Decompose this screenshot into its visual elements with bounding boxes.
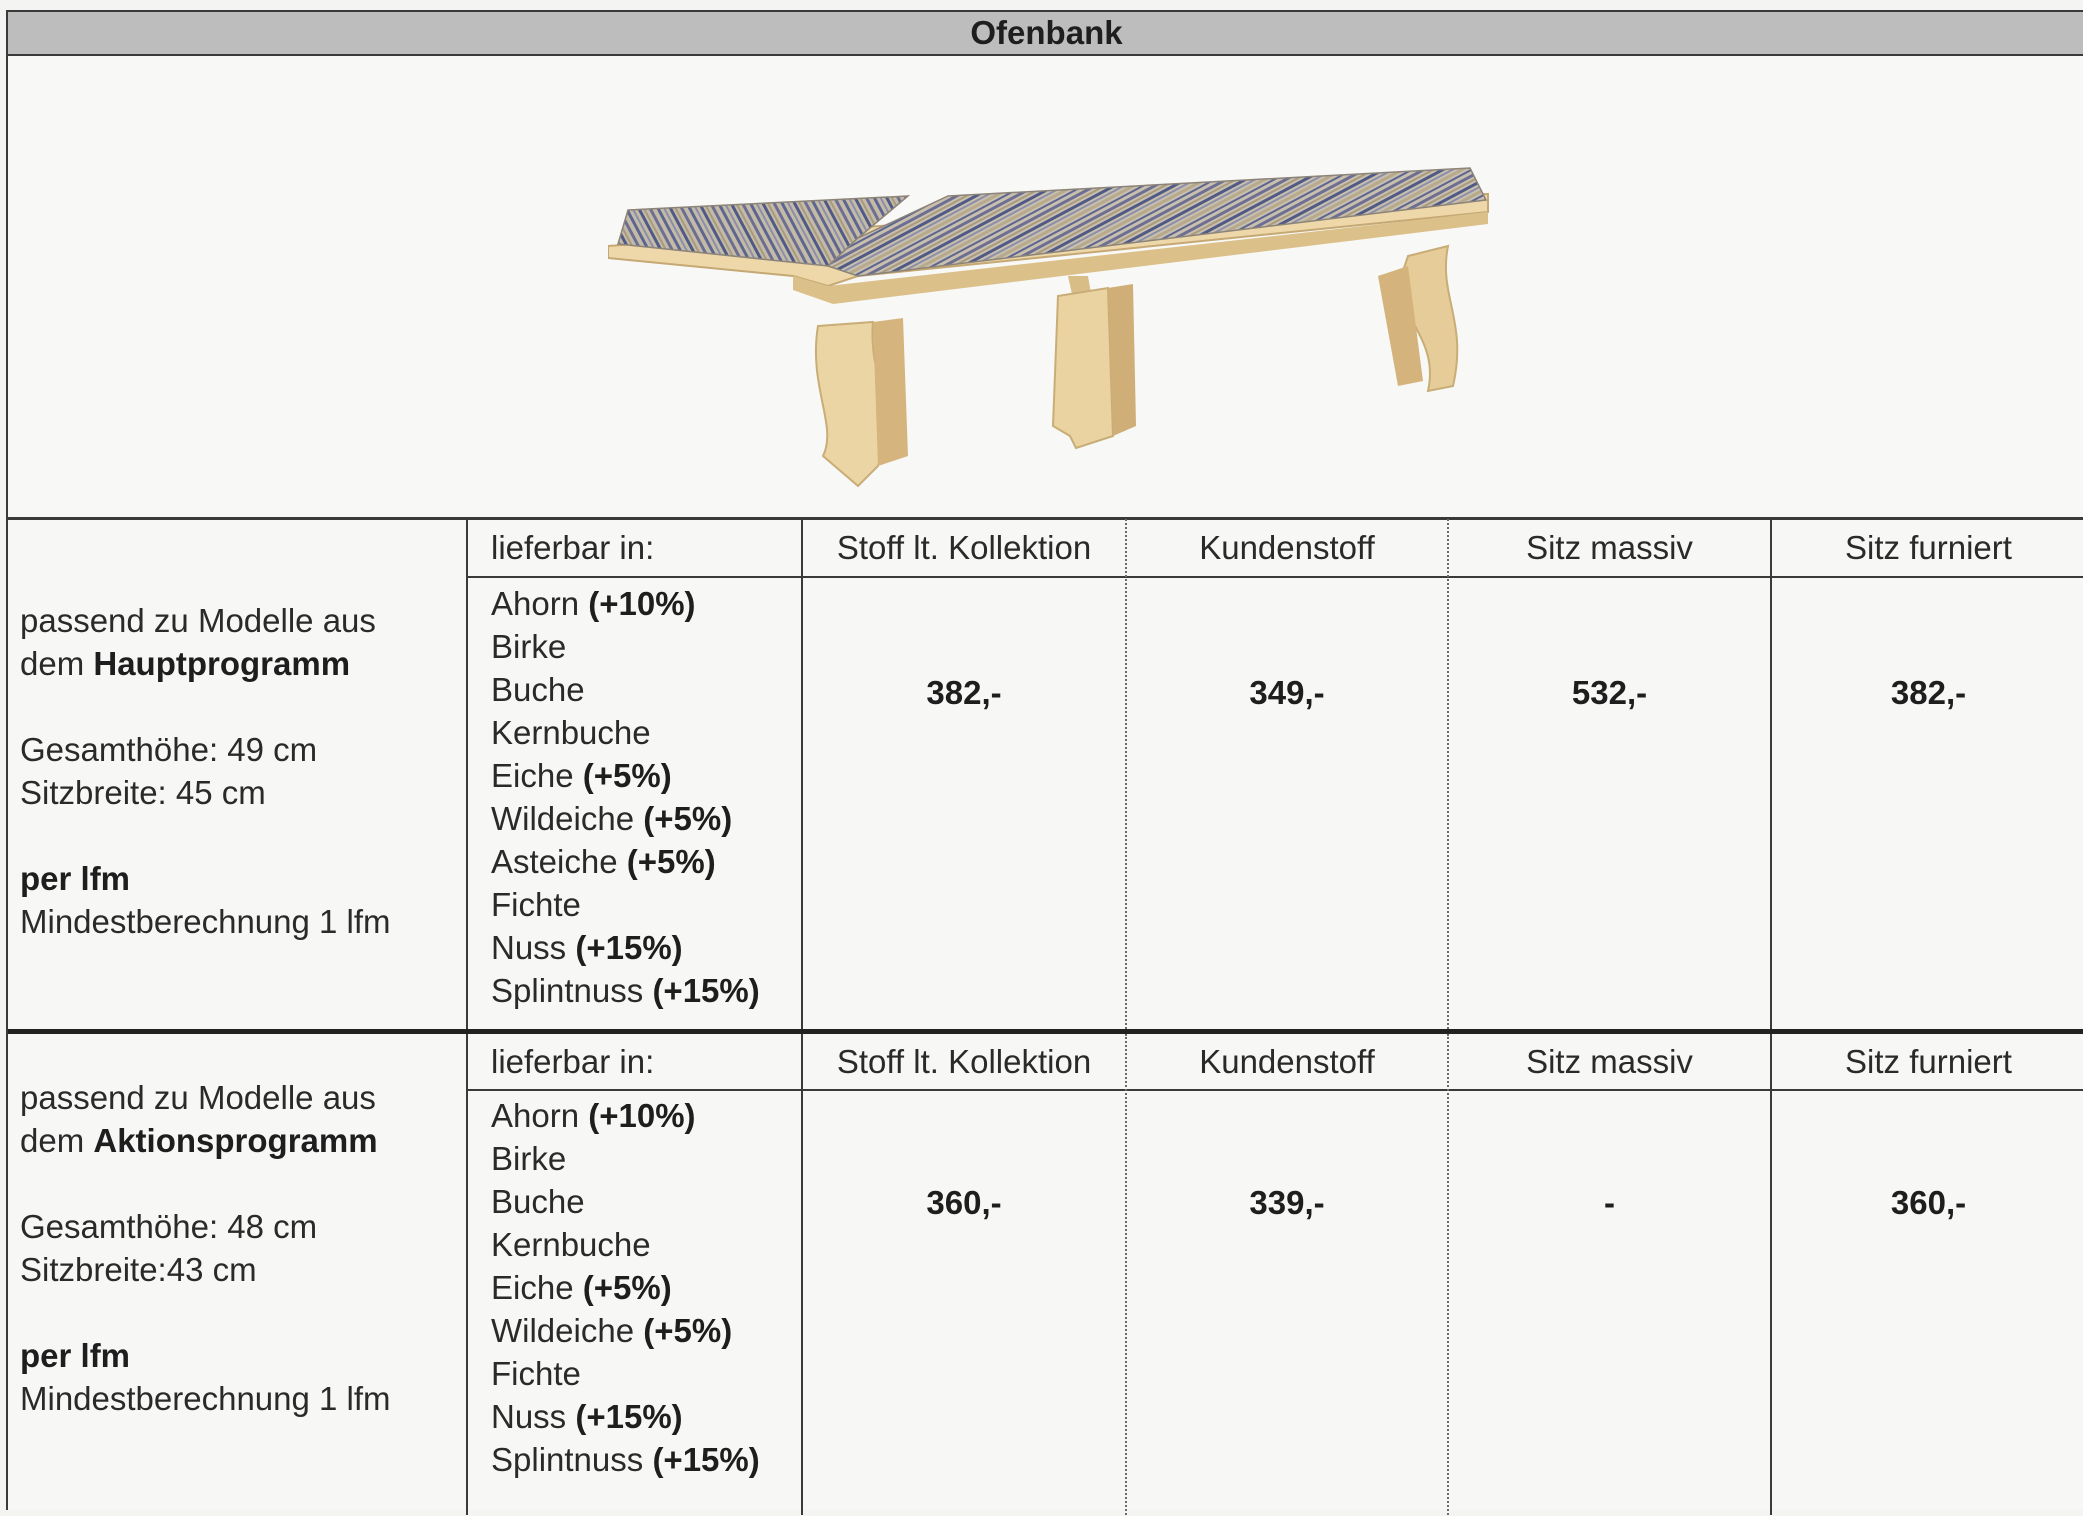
header-kundenstoff: Kundenstoff [1199, 528, 1375, 566]
list-item: Birke [491, 628, 567, 665]
price-column-furniert [1772, 1034, 2083, 1515]
price-column-furniert [1772, 519, 2083, 1029]
program-name: Aktionsprogramm [93, 1122, 378, 1159]
price-sheet [6, 10, 2083, 1510]
total-height: Gesamthöhe: 48 cm [20, 1208, 318, 1245]
header-furniert: Sitz furniert [1845, 528, 2012, 566]
header-massiv: Sitz massiv [1526, 528, 1693, 566]
aktionsprogramm-block [8, 1029, 2083, 1515]
list-item: Fichte [491, 1355, 581, 1392]
list-item: Nuss (+15%) [491, 1398, 683, 1435]
list-item: Ahorn (+10%) [491, 1097, 696, 1134]
list-item: Birke [491, 1140, 567, 1177]
woods-column [468, 519, 803, 1029]
minimum-charge: Mindestberechnung 1 lfm [20, 1380, 391, 1417]
woods-column [468, 1034, 803, 1515]
wood-list [491, 1094, 760, 1481]
price-unit: per lfm [20, 1337, 131, 1374]
list-item: Eiche (+5%) [491, 757, 672, 794]
model-description [8, 1034, 468, 1515]
price-column-kundenstoff [1127, 1034, 1449, 1515]
list-item: Splintnuss (+15%) [491, 972, 760, 1009]
desc-line: passend zu Modelle aus [20, 1079, 376, 1116]
header-furniert: Sitz furniert [1845, 1042, 2012, 1080]
bench-image [608, 126, 1508, 526]
price-column-stoff [803, 519, 1127, 1029]
list-item: Wildeiche (+5%) [491, 1312, 733, 1349]
price-furniert: 382,- [1890, 674, 1967, 711]
header-kundenstoff: Kundenstoff [1199, 1042, 1375, 1080]
price-furniert: 360,- [1890, 1184, 1967, 1221]
header-stoff: Stoff lt. Kollektion [836, 1042, 1092, 1080]
price-column-massiv [1449, 519, 1772, 1029]
price-stoff: 360,- [926, 1184, 1002, 1221]
price-column-kundenstoff [1127, 519, 1449, 1029]
seat-width: Sitzbreite:43 cm [20, 1251, 257, 1288]
hauptprogramm-block [8, 519, 2083, 1029]
price-kundenstoff: 349,- [1249, 674, 1325, 711]
header-lieferbar: lieferbar in: [491, 1042, 655, 1080]
price-massiv: 532,- [1571, 674, 1648, 711]
list-item: Nuss (+15%) [491, 929, 683, 966]
list-item: Fichte [491, 886, 581, 923]
list-item: Kernbuche [491, 1226, 651, 1263]
list-item: Kernbuche [491, 714, 651, 751]
wood-list [491, 582, 760, 1012]
list-item: Ahorn (+10%) [491, 585, 696, 622]
price-massiv: - [1604, 1184, 1615, 1221]
list-item: Buche [491, 671, 585, 708]
price-column-stoff [803, 1034, 1127, 1515]
list-item: Buche [491, 1183, 585, 1220]
header-massiv: Sitz massiv [1526, 1042, 1693, 1080]
minimum-charge: Mindestberechnung 1 lfm [20, 903, 391, 940]
price-stoff: 382,- [926, 674, 1002, 711]
desc-prefix: dem [20, 645, 94, 682]
model-description [8, 519, 468, 1029]
price-unit: per lfm [20, 860, 131, 897]
price-kundenstoff: 339,- [1249, 1184, 1325, 1221]
list-item: Splintnuss (+15%) [491, 1441, 760, 1478]
list-item: Wildeiche (+5%) [491, 800, 733, 837]
desc-prefix: dem [20, 1122, 94, 1159]
list-item: Eiche (+5%) [491, 1269, 672, 1306]
list-item: Asteiche (+5%) [491, 843, 716, 880]
total-height: Gesamthöhe: 49 cm [20, 731, 318, 768]
seat-width: Sitzbreite: 45 cm [20, 774, 266, 811]
desc-line: passend zu Modelle aus [20, 602, 376, 639]
page-title: Ofenbank [8, 12, 2083, 56]
header-stoff: Stoff lt. Kollektion [836, 528, 1092, 566]
program-name: Hauptprogramm [93, 645, 351, 682]
price-column-massiv [1449, 1034, 1772, 1515]
header-lieferbar: lieferbar in: [491, 528, 655, 566]
product-image-panel [8, 56, 2083, 520]
